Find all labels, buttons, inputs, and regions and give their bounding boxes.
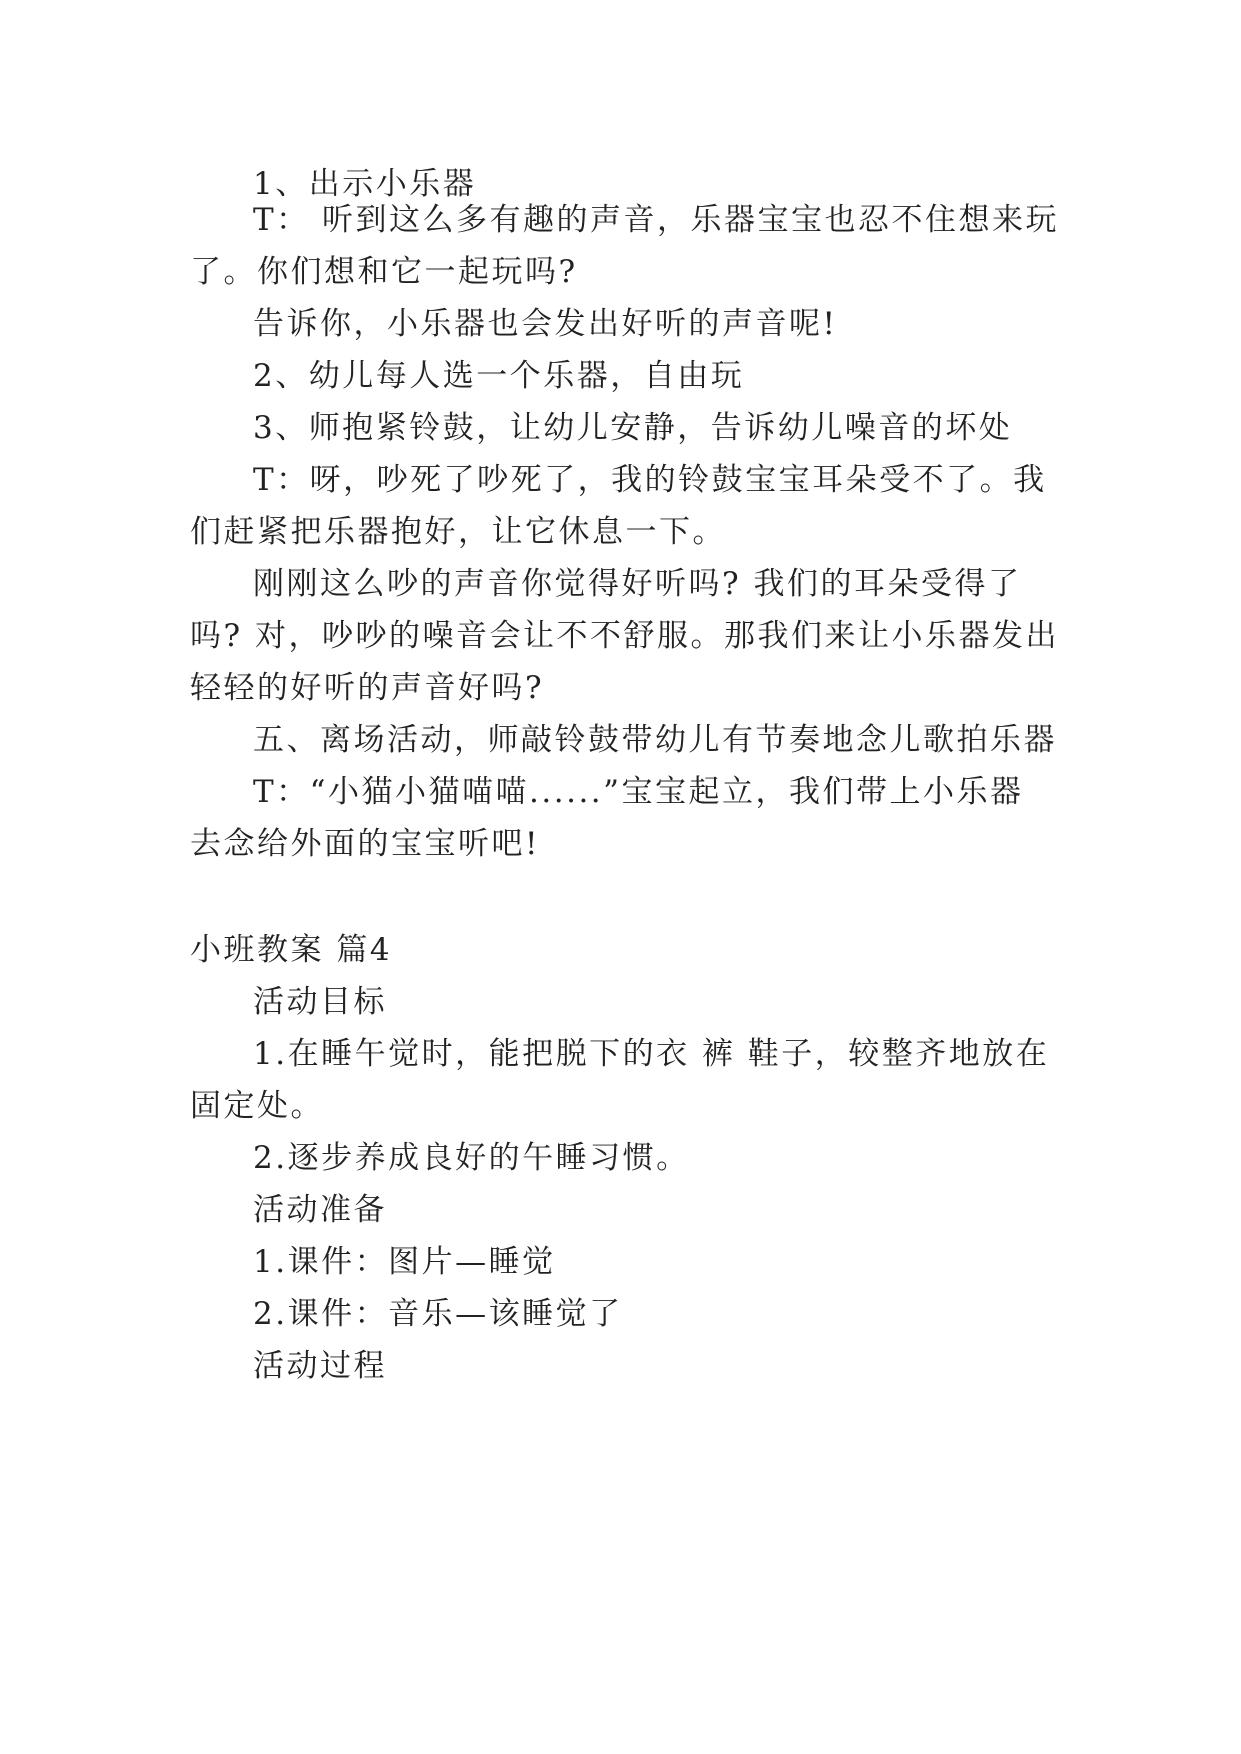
paragraph-continuation: 们赶紧把乐器抱好，让它休息一下。 (190, 514, 726, 550)
paragraph-continuation: 吗? 对，吵吵的噪音会让不不舒服。那我们来让小乐器发出 (190, 618, 1059, 654)
lesson-title: 小班教案 篇4 (190, 932, 393, 968)
paragraph-teacher-line: T：呀，吵死了吵死了，我的铃鼓宝宝耳朵受不了。我 (253, 462, 1047, 498)
paragraph-teacher-line: T：“小猫小猫喵喵......”宝宝起立，我们带上小乐器 (253, 774, 1024, 810)
section-heading-preparation: 活动准备 (253, 1192, 387, 1228)
paragraph-line: 刚刚这么吵的声音你觉得好听吗? 我们的耳朵受得了 (253, 566, 1022, 602)
list-item-choose-instrument: 2、幼儿每人选一个乐器，自由玩 (253, 358, 745, 394)
paragraph-teacher-line: T： 听到这么多有趣的声音，乐器宝宝也忍不住想来玩 (253, 202, 1060, 238)
paragraph-continuation: 了。你们想和它一起玩吗? (190, 254, 578, 290)
paragraph-line: 告诉你，小乐器也会发出好听的声音呢! (253, 306, 838, 342)
list-item-show-instruments: 1、出示小乐器 (253, 166, 477, 202)
paragraph-continuation: 去念给外面的宝宝听吧! (190, 826, 540, 862)
section-heading-process: 活动过程 (253, 1348, 387, 1384)
list-item-goal-2: 2.逐步养成良好的午睡习惯。 (253, 1140, 690, 1176)
list-item-prep-2: 2.课件：音乐—该睡觉了 (253, 1296, 623, 1332)
paragraph-continuation: 轻轻的好听的声音好吗? (190, 670, 545, 706)
section-heading-exit-activity: 五、离场活动，师敲铃鼓带幼儿有节奏地念儿歌拍乐器 (253, 722, 1057, 758)
paragraph-continuation: 固定处。 (190, 1088, 324, 1124)
section-heading-goals: 活动目标 (253, 984, 387, 1020)
list-item-goal-1: 1.在睡午觉时，能把脱下的衣 裤 鞋子，较整齐地放在 (253, 1036, 1050, 1072)
list-item-noise: 3、师抱紧铃鼓，让幼儿安静，告诉幼儿噪音的坏处 (253, 410, 1013, 446)
list-item-prep-1: 1.课件：图片—睡觉 (253, 1244, 556, 1280)
